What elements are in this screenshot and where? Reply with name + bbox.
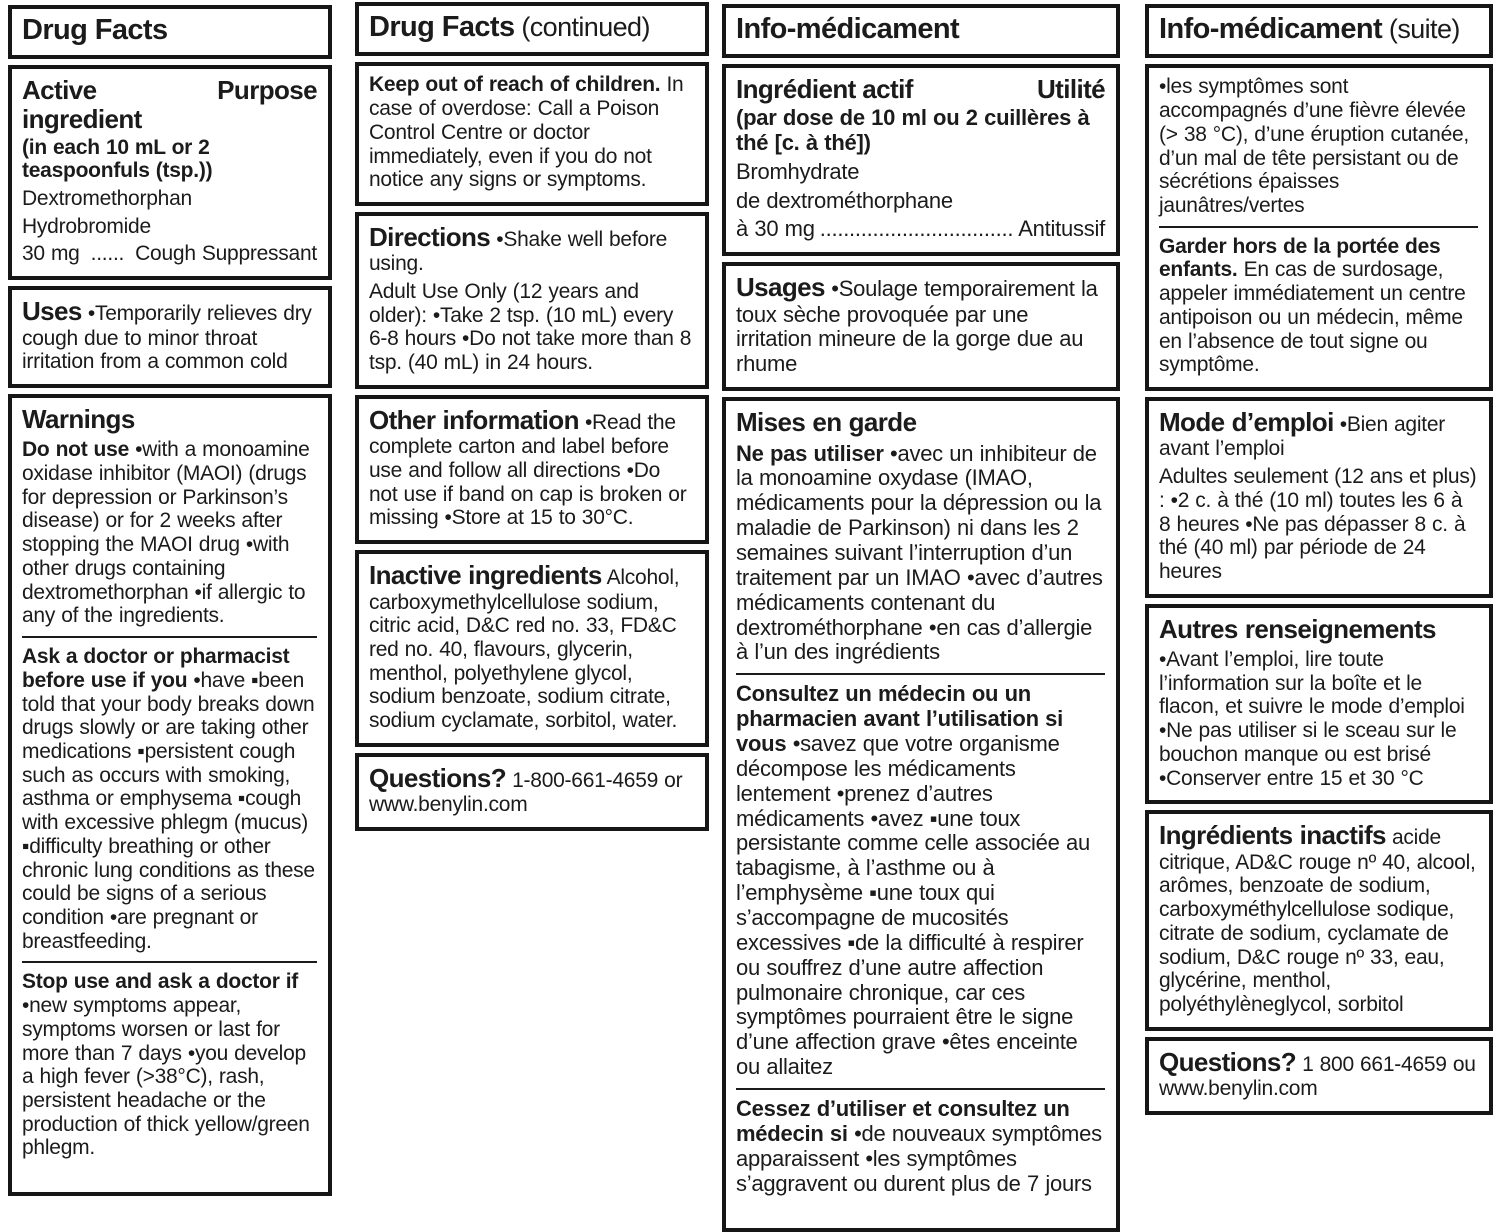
info-medicament-header [722, 4, 1120, 58]
mises-en-garde-heading: Mises en garde [736, 407, 917, 438]
purpose-value: Cough Suppressant [135, 242, 317, 266]
ingredient-actif-heading: Ingrédient actif [736, 74, 913, 105]
questions-text: Questions? 1-800-661-4659 or www.benylin.com [369, 762, 683, 817]
uses-text: Uses •Temporarily relieves dry cough due to minor throat irritation from a common cold [22, 296, 312, 374]
panel-drug-facts [8, 5, 332, 1196]
inactive-ingredients-section [355, 550, 709, 747]
section-divider [1159, 226, 1478, 228]
questions-section [355, 753, 709, 831]
drug-facts-header [8, 5, 332, 59]
panel-title: Info-médicament (suite) [1159, 13, 1460, 45]
directions-section [355, 212, 709, 389]
consultez-text: Consultez un médecin ou un pharmacien avant l’utilisation si vous •savez que votre organisme décompose les médicaments lentement •prenez d’autres médicaments •avez ▪une toux persistante comme celle associée au tabagisme, à l’asthme ou à l’emphysème ▪une toux qui s’accompagne de mucosités excessives ▪de la difficulté à respirer ou souffrez d’une autre affection pulmonaire chronique, car ces symptômes pourraient être le signe d’une affection grave •êtes enceinte ou allaitez [736, 681, 1090, 1080]
mode-emploi-text: Mode d’emploi •Bien agiter avant l’emploi [1159, 406, 1446, 461]
warnings-heading: Warnings [22, 403, 135, 434]
autres-renseignements-text: •Avant l’emploi, lire toute l’information sur la boîte et le flacon, et suivre le mode d’emploi •Ne pas utiliser si le sceau sur le bouchon manque ou est brisé •Conserver entre 15 et 30 °C [1159, 648, 1465, 790]
panel-title: Drug Facts [22, 14, 168, 46]
ingredient-actif-section [722, 64, 1120, 256]
usages-text: Usages •Soulage temporairement la toux sèche provoquée par une irritation mineure de la gorge due au rhume [736, 272, 1098, 377]
drug-name-fr-line2: de dextrométhorphane [736, 187, 953, 213]
strength-value-fr: à 30 mg [736, 216, 815, 242]
panel-info-medicament [722, 4, 1120, 1232]
autres-renseignements-heading: Autres renseignements [1159, 613, 1436, 644]
section-divider [22, 636, 317, 638]
ne-pas-utiliser-text: Ne pas utiliser •avec un inhibiteur de la monoamine oxydase (IMAO, médicaments pour la dépression ou la maladie de Parkinson) ni dans les 2 semaines suivant l’interruption d’un traitement par un IMAO •avec d’autres médicaments contenant du dextrométhorphane •en cas d’allergie à l’un des ingrédients [736, 440, 1103, 665]
info-medicament-suite-header [1145, 4, 1493, 58]
dose-note-fr: (par dose de 10 ml ou 2 cuillères à thé [c. à thé]) [736, 104, 1090, 155]
panel-drug-facts-continued [355, 2, 709, 831]
dot-leader: ................................. [819, 216, 1014, 242]
other-information-text: Other information •Read the complete carton and label before use and follow all directions •Do not use if band on cap is broken or missing •Store at 15 to 30°C. [369, 404, 687, 530]
autres-renseignements-section [1145, 604, 1493, 805]
symptomes-continuation-text: •les symptômes sont accompagnés d’une fièvre élevée (> 38 °C), d’une éruption cutanée, d’un mal de tête persistant ou de sécrétions épaisses jaunâtres/vertes [1159, 75, 1470, 217]
active-ingredient-heading: Active ingredient [22, 75, 142, 134]
ingredients-inactifs-section [1145, 810, 1493, 1030]
drug-name-line1: Dextromethorphan [22, 186, 192, 210]
panel-title: Drug Facts (continued) [369, 11, 650, 43]
section-divider [22, 961, 317, 963]
active-ingredient-section [8, 65, 332, 280]
panel-info-medicament-suite [1145, 4, 1493, 1115]
ingredient-actif-heading-row [736, 75, 1105, 104]
questions-fr-text: Questions? 1 800 661-4659 ou www.benylin.com [1159, 1046, 1476, 1101]
purpose-heading: Purpose [217, 75, 317, 106]
section-divider [736, 673, 1105, 675]
keep-out-of-reach-text: Keep out of reach of children. In case of overdose: Call a Poison Control Centre or doctor immediately, even if you do not notice any signs or symptoms. [369, 73, 684, 192]
inactive-ingredients-text: Inactive ingredients Alcohol, carboxymethylcellulose sodium, citric acid, D&C red no. 33, FD&C red no. 40, flavours, glycerin, menthol, polyethylene glycol, sodium benzoate, sodium citrate, sodium cyclamate, sorbitol, water. [369, 560, 680, 733]
keep-out-of-reach-section [355, 62, 709, 206]
active-ingredient-heading-row [22, 76, 317, 133]
stop-use-text: Stop use and ask a doctor if •new symptoms appear, symptoms worsen or last for more than 7 days •you develop a high fever (>38°C), rash, persistent headache or the production of thick yellow/green phlegm. [22, 970, 310, 1160]
strength-purpose-row [22, 242, 317, 266]
drug-name-line2: Hydrobromide [22, 214, 151, 238]
drug-name-fr-line1: Bromhydrate [736, 158, 860, 184]
directions-text: Directions •Shake well before using. [369, 221, 668, 276]
garder-hors-text: Garder hors de la portée des enfants. En cas de surdosage, appeler immédiatement un centre antipoison ou un médecin, même en l’absence de tout signe ou symptôme. [1159, 234, 1466, 377]
ingredients-inactifs-text: Ingrédients inactifs acide citrique, AD&C rouge nº 40, alcool, arômes, benzoate de sodium, carboxyméthylcellulose sodique, citrate de sodium, cyclamate de sodium, D&C rouge nº 33, eau, glycérine, menthol, polyéthylèneglycol, sorbitol [1159, 820, 1476, 1017]
ask-doctor-text: Ask a doctor or pharmacist before use if you •have ▪been told that your body breaks down drugs slowly or are taking other medications ▪persistent cough such as occurs with smoking, asthma or emphysema ▪cough with excessive phlegm (mucus) ▪difficulty breathing or other chronic lung conditions as these could be signs of a serious condition •are pregnant or breastfeeding. [22, 645, 315, 953]
questions-fr-section [1145, 1037, 1493, 1115]
mises-en-garde-section [722, 397, 1120, 1232]
other-information-section [355, 395, 709, 544]
do-not-use-text: Do not use •with a monoamine oxidase inhibitor (MAOI) (drugs for depression or Parkinson’s disease) or for 2 weeks after stopping the MAOI drug •with other drugs containing dextromethorphan •if allergic to any of the ingredients. [22, 438, 310, 628]
panel-title: Info-médicament [736, 13, 960, 45]
cessez-text: Cessez d’utiliser et consultez un médecin si •de nouveaux symptômes apparaissent •les symptômes s’aggravent ou durent plus de 7 jours [736, 1096, 1102, 1196]
adult-use-text: Adult Use Only (12 years and older): •Take 2 tsp. (10 mL) every 6-8 hours •Do not take more than 8 tsp. (40 mL) in 24 hours. [369, 280, 692, 375]
adultes-seulement-text: Adultes seulement (12 ans et plus) : •2 c. à thé (10 ml) toutes les 6 à 8 heures •Ne pas dépasser 8 c. à thé (40 ml) par période de 24 heures [1159, 465, 1477, 583]
strength-purpose-row-fr [736, 217, 1105, 242]
section-divider [736, 1088, 1105, 1090]
symptomes-garder-section [1145, 64, 1493, 391]
purpose-value-fr: Antitussif [1018, 216, 1105, 242]
usages-section [722, 262, 1120, 391]
mode-emploi-section [1145, 397, 1493, 598]
dot-leader: ...... [90, 242, 125, 266]
warnings-section [8, 394, 332, 1196]
utilite-heading: Utilité [1036, 74, 1105, 105]
drug-facts-continued-header [355, 2, 709, 56]
strength-value: 30 mg [22, 242, 80, 266]
uses-section [8, 286, 332, 388]
dose-note: (in each 10 mL or 2 teaspoonfuls (tsp.)) [22, 135, 213, 183]
